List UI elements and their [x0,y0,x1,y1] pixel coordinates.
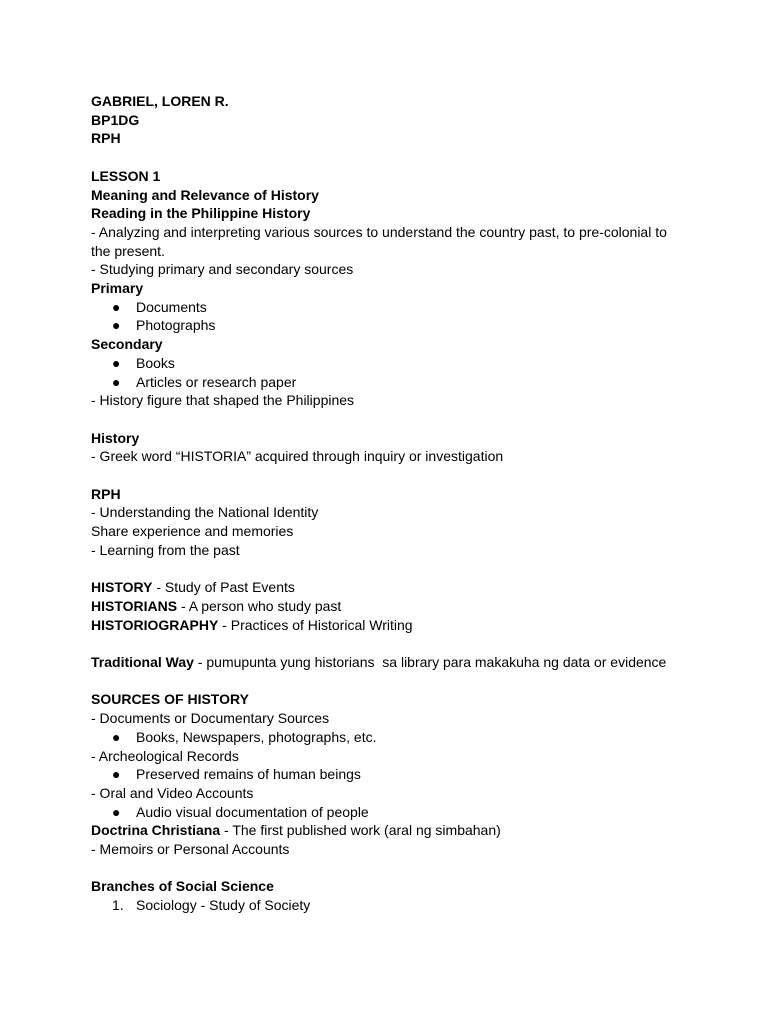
rph-line: - Understanding the National Identity [91,504,319,521]
rph-line: - Learning from the past [91,541,240,558]
doctrina-christiana: Doctrina Christiana - The first published work (aral ng simbahan) [91,822,501,839]
spacer [91,560,668,579]
list-number: 1. [112,897,124,914]
definition-historiography: HISTORIOGRAPHY - Practices of Historical Writing [91,616,413,633]
source-line: - Documents or Documentary Sources [91,710,330,727]
source-line: - Archeological Records [91,747,239,764]
lesson-point: - History figure that shaped the Philippines [91,392,355,409]
history-desc: - Greek word “HISTORIA” acquired through inquiry or investigation [91,448,504,465]
student-name: GABRIEL, LOREN R. [91,93,229,109]
spacer [91,466,668,485]
list-item: ● Books [112,354,175,371]
bullet-icon: ● [112,373,121,390]
lesson-point: - Studying primary and secondary sources [91,261,354,278]
list-item: ● Preserved remains of human beings [112,766,361,783]
spacer [91,859,668,878]
lesson-title: Meaning and Relevance of History [91,186,319,203]
subject-code: RPH [91,130,121,147]
source-line: - Oral and Video Accounts [91,784,254,801]
source-line: - Memoirs or Personal Accounts [91,841,290,858]
bullet-icon: ● [112,298,121,315]
rph-heading: RPH [91,485,121,502]
lesson-number: LESSON 1 [91,167,161,184]
list-item: ● Documents [112,298,207,315]
list-item: ● Audio visual documentation of people [112,803,369,820]
student-section: BP1DG [91,111,140,128]
spacer [91,634,668,653]
list-item: ● Photographs [112,317,216,334]
bullet-icon: ● [112,354,121,371]
spacer [91,148,668,167]
definition-historians: HISTORIANS - A person who study past [91,597,342,614]
bullet-icon: ● [112,766,121,783]
lesson-point: - Analyzing and interpreting various sources to understand the country past, to pre-colonial to the present. [91,223,671,259]
bullet-icon: ● [112,803,121,820]
bullet-icon: ● [112,728,121,745]
primary-heading: Primary [91,280,144,297]
branches-heading: Branches of Social Science [91,878,274,895]
secondary-heading: Secondary [91,336,163,353]
traditional-way: Traditional Way - pumupunta yung historians sa library para makakuha ng data or evidence [91,654,667,671]
history-heading: History [91,429,140,446]
rph-line: Share experience and memories [91,523,294,540]
spacer [91,410,668,429]
sources-heading: SOURCES OF HISTORY [91,691,249,708]
spacer [91,672,668,691]
list-item: ● Articles or research paper [112,373,297,390]
definition-history: HISTORY - Study of Past Events [91,579,295,596]
list-item: 1. Sociology - Study of Society [112,897,311,914]
lesson-subtitle: Reading in the Philippine History [91,205,311,222]
bullet-icon: ● [112,317,121,334]
list-item: ● Books, Newspapers, photographs, etc. [112,728,377,745]
